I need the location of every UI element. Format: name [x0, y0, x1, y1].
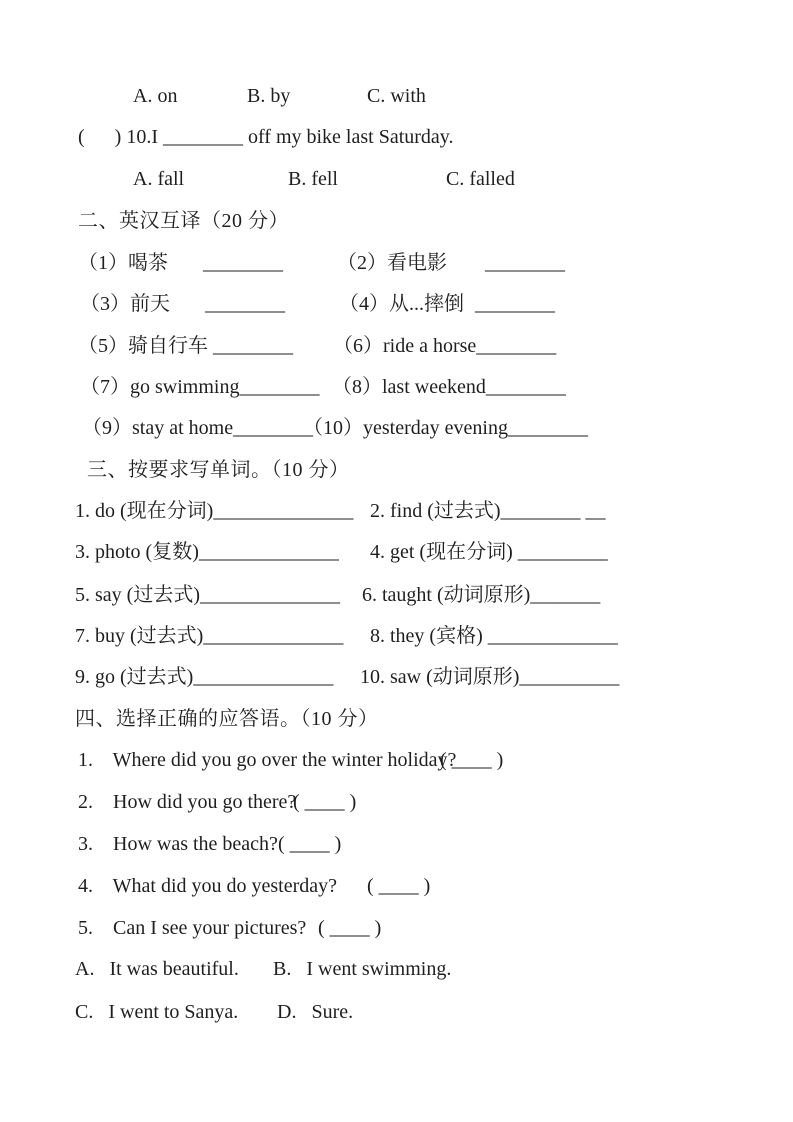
part2-item4-label: （4）从...摔倒: [339, 293, 464, 315]
part4-answer-blank-1: ( ____ ): [440, 749, 504, 771]
part2-title: 二、英汉互译（20 分）: [78, 210, 289, 232]
part3-item2: 2. find (过去式)________ __: [370, 500, 606, 522]
part2-item3-blank: ________: [205, 293, 285, 315]
part2-item8: （8）last weekend________: [332, 376, 566, 398]
part2-item2-blank: ________: [485, 252, 565, 274]
part4-option-a: A. It was beautiful.: [75, 958, 239, 980]
part3-item5: 5. say (过去式)______________: [75, 584, 340, 606]
q10-option-b: B. fell: [288, 168, 338, 190]
q9-option-b: B. by: [247, 85, 291, 107]
part2-item9: （9）stay at home________: [82, 417, 314, 439]
part4-question-5: 5. Can I see your pictures?: [78, 917, 307, 939]
part4-answer-blank-5: ( ____ ): [318, 917, 382, 939]
part4-option-d: D. Sure.: [277, 1001, 354, 1023]
part4-title: 四、选择正确的应答语。（10 分）: [75, 708, 379, 730]
part3-item6: 6. taught (动词原形)_______: [362, 584, 601, 606]
part3-item7: 7. buy (过去式)______________: [75, 625, 344, 647]
q9-option-a: A. on: [133, 85, 178, 107]
part4-question-1: 1. Where did you go over the winter holiday?: [78, 749, 457, 771]
part3-item3: 3. photo (复数)______________: [75, 541, 339, 563]
part4-question-2: 2. How did you go there?: [78, 791, 297, 813]
part3-item4: 4. get (现在分词) _________: [370, 541, 608, 563]
part2-item3-label: （3）前天: [80, 293, 170, 315]
part3-item1: 1. do (现在分词)______________: [75, 500, 354, 522]
part4-answer-blank-3: ( ____ ): [278, 833, 342, 855]
part2-item7: （7）go swimming________: [80, 376, 320, 398]
part2-item4-blank: ________: [475, 293, 555, 315]
part4-option-b: B. I went swimming.: [273, 958, 452, 980]
part2-item2-label: （2）看电影: [337, 252, 447, 274]
part3-item9: 9. go (过去式)______________: [75, 666, 334, 688]
part4-answer-blank-2: ( ____ ): [293, 791, 357, 813]
q10-stem: ( ) 10.I ________ off my bike last Saturday.: [78, 126, 454, 148]
q10-option-c: C. falled: [446, 168, 515, 190]
part3-item8: 8. they (宾格) _____________: [370, 625, 618, 647]
part2-item1-blank: ________: [203, 252, 283, 274]
q10-option-a: A. fall: [133, 168, 185, 190]
part2-item10: （10）yesterday evening________: [303, 417, 588, 439]
part3-title: 三、按要求写单词。（10 分）: [87, 459, 350, 481]
part4-option-c: C. I went to Sanya.: [75, 1001, 239, 1023]
part2-item1-label: （1）喝茶: [78, 252, 168, 274]
part4-answer-blank-4: ( ____ ): [367, 875, 431, 897]
part2-item5: （5）骑自行车 ________: [78, 335, 293, 357]
part3-item10: 10. saw (动词原形)__________: [360, 666, 620, 688]
part4-question-4: 4. What did you do yesterday?: [78, 875, 338, 897]
part2-item6: （6）ride a horse________: [333, 335, 557, 357]
q9-option-c: C. with: [367, 85, 426, 107]
part4-question-3: 3. How was the beach?: [78, 833, 278, 855]
